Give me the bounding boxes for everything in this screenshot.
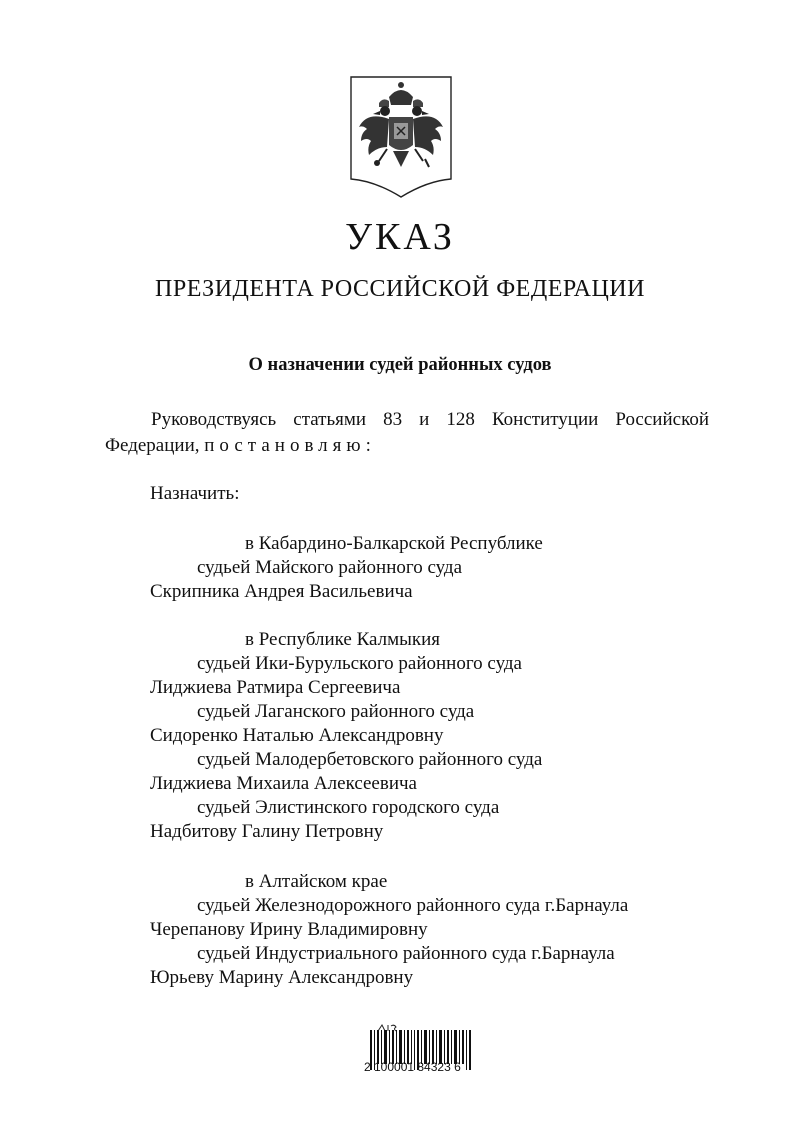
document-subtitle: ПРЕЗИДЕНТА РОССИЙСКОЙ ФЕДЕРАЦИИ	[155, 276, 645, 302]
preamble-line-1: Руководствуясь статьями 83 и 128 Конституции Российской	[151, 409, 709, 430]
document-title: УКАЗ	[345, 216, 455, 258]
appointee-name: Скрипника Андрея Васильевича	[150, 581, 413, 602]
decree-subject: О назначении судей районных судов	[248, 355, 552, 375]
appointment-position: судьей Малодербетовского районного суда	[197, 749, 543, 770]
appointment-position: судьей Элистинского городского суда	[197, 797, 500, 818]
appointment-position: судьей Майского районного суда	[197, 557, 463, 578]
appointment-position: судьей Железнодорожного районного суда г.Барнаула	[197, 895, 629, 916]
appointment-position: судьей Ики-Бурульского районного суда	[197, 653, 522, 674]
appointee-name: Сидоренко Наталью Александровну	[150, 725, 444, 746]
appointment-position: судьей Индустриального районного суда г.Барнаула	[197, 943, 615, 964]
appointee-name: Черепанову Ирину Владимировну	[150, 919, 428, 940]
appointment-position: судьей Лаганского районного суда	[197, 701, 475, 722]
region-heading: в Республике Калмыкия	[245, 629, 441, 650]
region-heading: в Алтайском крае	[245, 871, 388, 892]
preamble-line-2-start: Федерации,	[105, 435, 200, 456]
barcode-number: 2 100001 84323 6	[364, 1060, 461, 1074]
state-emblem-icon	[349, 75, 453, 199]
decree-word: постановляю:	[204, 435, 376, 456]
appointee-name: Лиджиева Михаила Алексеевича	[150, 773, 417, 794]
appointee-name: Надбитову Галину Петровну	[150, 821, 384, 842]
decree-preamble	[105, 407, 709, 459]
appointee-name: Лиджиева Ратмира Сергеевича	[150, 677, 401, 698]
region-heading: в Кабардино-Балкарской Республике	[245, 533, 543, 554]
appoint-label: Назначить:	[150, 483, 240, 504]
appointee-name: Юрьеву Марину Александровну	[150, 967, 414, 988]
